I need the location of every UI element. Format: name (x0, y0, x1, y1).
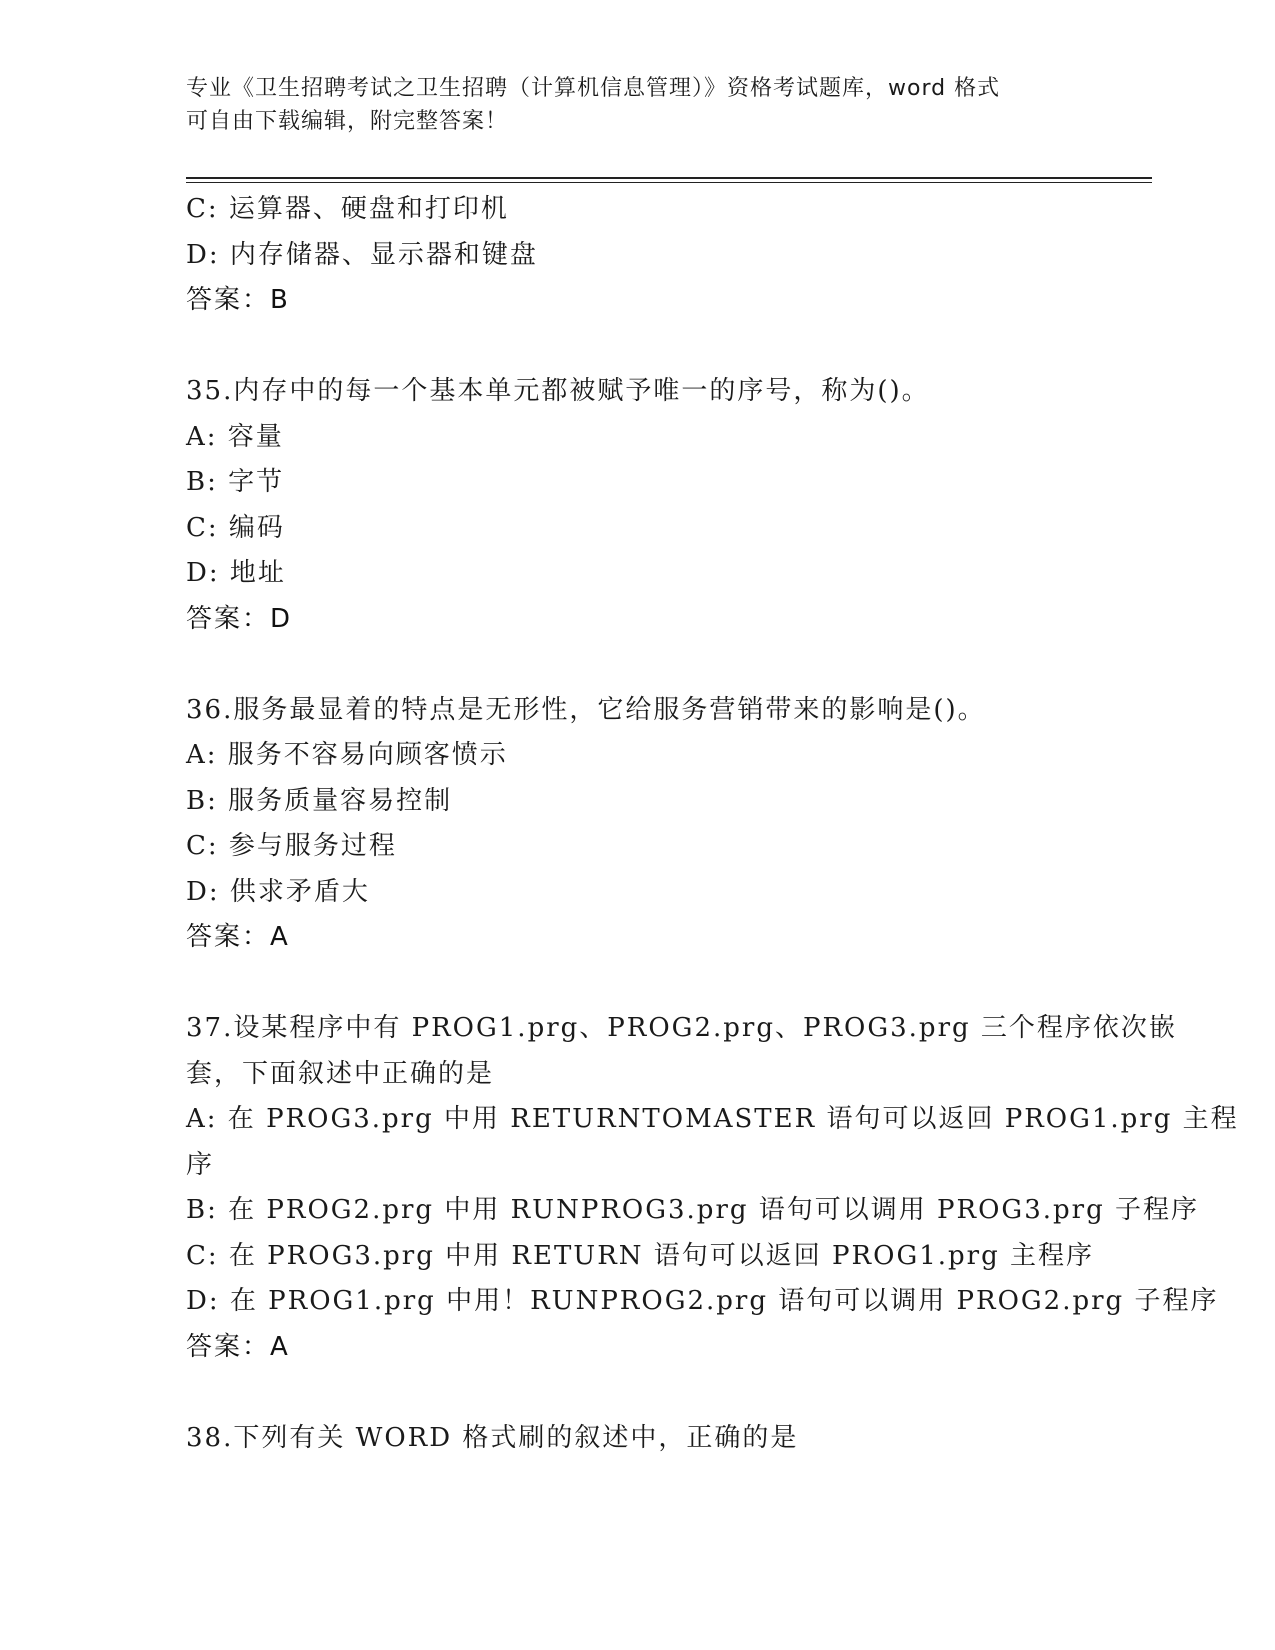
question-stem-line-1: 37.设某程序中有 PROG1.prg、PROG2.prg、PROG3.prg 三个程序依次嵌 (186, 1013, 1177, 1043)
option-b: B: 服务质量容易控制 (186, 785, 453, 816)
question-36 (186, 688, 1086, 961)
option-a: A: 容量 (186, 421, 284, 452)
answer-line: 答案：A (186, 1331, 290, 1362)
option-b: B: 在 PROG2.prg 中用 RUNPROG3.prg 语句可以调用 PROG3.prg 子程序 (186, 1195, 1199, 1225)
header-divider-thick (186, 177, 1152, 179)
header-title-line-1: 专业《卫生招聘考试之卫生招聘（计算机信息管理）》资格考试题库，word 格式 (186, 76, 1001, 101)
document-header (186, 72, 1066, 138)
option-d: D: 地址 (186, 558, 286, 588)
answer-line: 答案：A (186, 922, 290, 952)
question-38 (186, 1416, 1086, 1462)
question-37 (186, 1006, 1239, 1370)
answer-line: 答案：B (186, 285, 290, 315)
question-stem: 35.内存中的每一个基本单元都被赋予唯一的序号，称为()。 (186, 376, 930, 406)
answer-line: 答案：D (186, 603, 293, 634)
option-d: D: 内存储器、显示器和键盘 (186, 239, 538, 270)
question-34-continued (186, 187, 1086, 324)
option-a-line-1: A: 在 PROG3.prg 中用 RETURNTOMASTER 语句可以返回 PROG1.prg 主程 (186, 1104, 1239, 1134)
question-stem: 38.下列有关 WORD 格式刷的叙述中，正确的是 (186, 1422, 799, 1453)
spacer (186, 961, 1086, 1007)
header-title-line-2: 可自由下载编辑，附完整答案！ (186, 109, 509, 134)
option-b: B: 字节 (186, 467, 285, 497)
option-c: C: 运算器、硬盘和打印机 (186, 194, 509, 224)
option-a-line-2: 序 (186, 1149, 215, 1180)
question-35 (186, 369, 1086, 642)
option-d: D: 供求矛盾大 (186, 876, 370, 907)
question-stem-line-2: 套，下面叙述中正确的是 (186, 1058, 495, 1089)
option-d: D: 在 PROG1.prg 中用！RUNPROG2.prg 语句可以调用 PROG2.prg 子程序 (186, 1286, 1219, 1316)
option-c: C: 参与服务过程 (186, 831, 397, 861)
option-a: A: 服务不容易向顾客愤示 (186, 740, 508, 770)
spacer (186, 324, 1086, 370)
question-list (186, 187, 1239, 1461)
question-stem: 36.服务最显着的特点是无形性，它给服务营销带来的影响是()。 (186, 694, 986, 725)
spacer (186, 642, 1086, 688)
option-c: C: 编码 (186, 512, 285, 543)
option-c: C: 在 PROG3.prg 中用 RETURN 语句可以返回 PROG1.prg 主程序 (186, 1240, 1094, 1271)
header-divider-thin (186, 182, 1152, 183)
spacer (186, 1370, 1086, 1416)
